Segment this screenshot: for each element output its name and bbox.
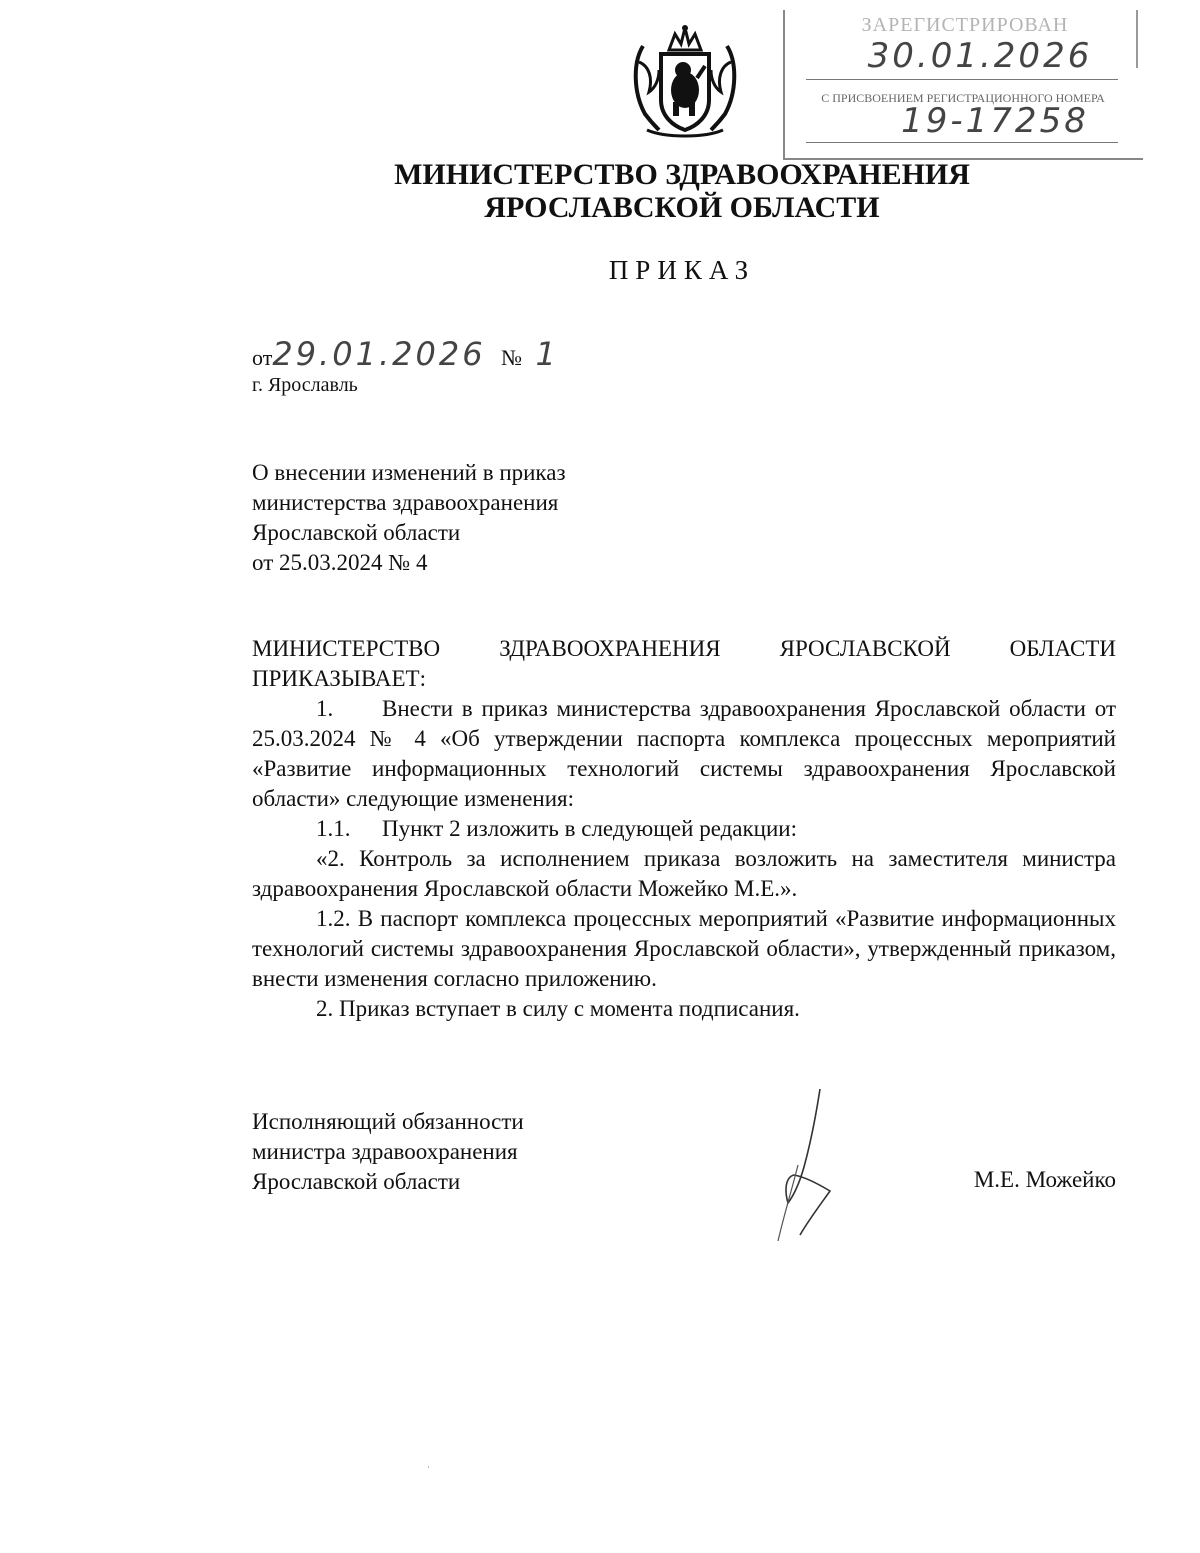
- subject-line: министерства здравоохранения: [252, 490, 559, 515]
- signer-position-line: министра здравоохранения: [252, 1139, 518, 1164]
- ministry-title: [0, 158, 1200, 224]
- stamp-date-underline: [806, 79, 1118, 80]
- stamp-registration-number: 19-17258: [901, 101, 1089, 141]
- clause-1-text: Внести в приказ министерства здравоохранения Ярославской области от 25.03.2024 № 4 «Об утверждении паспорта комплекса процессных мероприятий «Развитие информационных технологий системы здравоохранения Ярославской области» следующие изменения:: [252, 696, 1116, 811]
- ministry-title-line1: МИНИСТЕРСТВО ЗДРАВООХРАНЕНИЯ: [394, 158, 970, 191]
- clause-1-1: [252, 814, 1116, 844]
- signer-position: [252, 1107, 524, 1197]
- scan-speck: [428, 1466, 429, 1468]
- stamp-number-underline: [806, 142, 1118, 143]
- number-prefix: №: [501, 345, 523, 370]
- order-subject: [252, 458, 692, 578]
- subject-line: Ярославской области: [252, 520, 461, 545]
- order-number: 1: [535, 335, 559, 373]
- subject-line: от 25.03.2024 № 4: [252, 550, 428, 575]
- body-intro: МИНИСТЕРСТВО ЗДРАВООХРАНЕНИЯ ЯРОСЛАВСКОЙ ОБЛАСТИ ПРИКАЗЫВАЕТ:: [252, 636, 1116, 691]
- clause-2: 2. Приказ вступает в силу с момента подписания.: [316, 996, 800, 1021]
- ministry-title-line2: ЯРОСЛАВСКОЙ ОБЛАСТИ: [484, 191, 880, 224]
- date-prefix: от: [252, 345, 273, 370]
- city: г. Ярославль: [252, 374, 358, 396]
- clause-1-number: 1.: [316, 696, 334, 721]
- document-type: ПРИКАЗ: [608, 255, 756, 285]
- order-body: [252, 634, 1116, 1024]
- handwritten-signature-icon: [750, 1085, 850, 1245]
- stamp-title: ЗАРЕГИСТРИРОВАН: [861, 14, 1069, 36]
- clause-1-1-text: Пункт 2 изложить в следующей редакции:: [382, 816, 797, 841]
- stamp-border-edge: [1136, 10, 1138, 68]
- stamp-subtitle: С ПРИСВОЕНИЕМ РЕГИСТРАЦИОННОГО НОМЕРА: [821, 91, 1105, 105]
- clause-1-1-quote: «2. Контроль за исполнением приказа возложить на заместителя министра здравоохранения Ярославской области Можейко М.Е.».: [252, 846, 1116, 901]
- stamp-date: 30.01.2026: [867, 36, 1093, 76]
- clause-1-2: 1.2. В паспорт комплекса процессных мероприятий «Развитие информационных технологий системы здравоохранения Ярославской области», утвержденный приказом, внести изменения согласно приложению.: [252, 906, 1116, 991]
- order-date: 29.01.2026: [272, 335, 486, 373]
- coat-of-arms-icon: [625, 22, 745, 138]
- order-date-line: [252, 335, 559, 373]
- subject-line: О внесении изменений в приказ: [252, 460, 566, 485]
- signer-position-line: Ярославской области: [252, 1169, 461, 1194]
- clause-1: [252, 694, 1116, 814]
- signer-position-line: Исполняющий обязанности: [252, 1109, 524, 1134]
- signer-name: М.Е. Можейко: [973, 1167, 1116, 1192]
- clause-1-1-number: 1.1.: [316, 816, 351, 841]
